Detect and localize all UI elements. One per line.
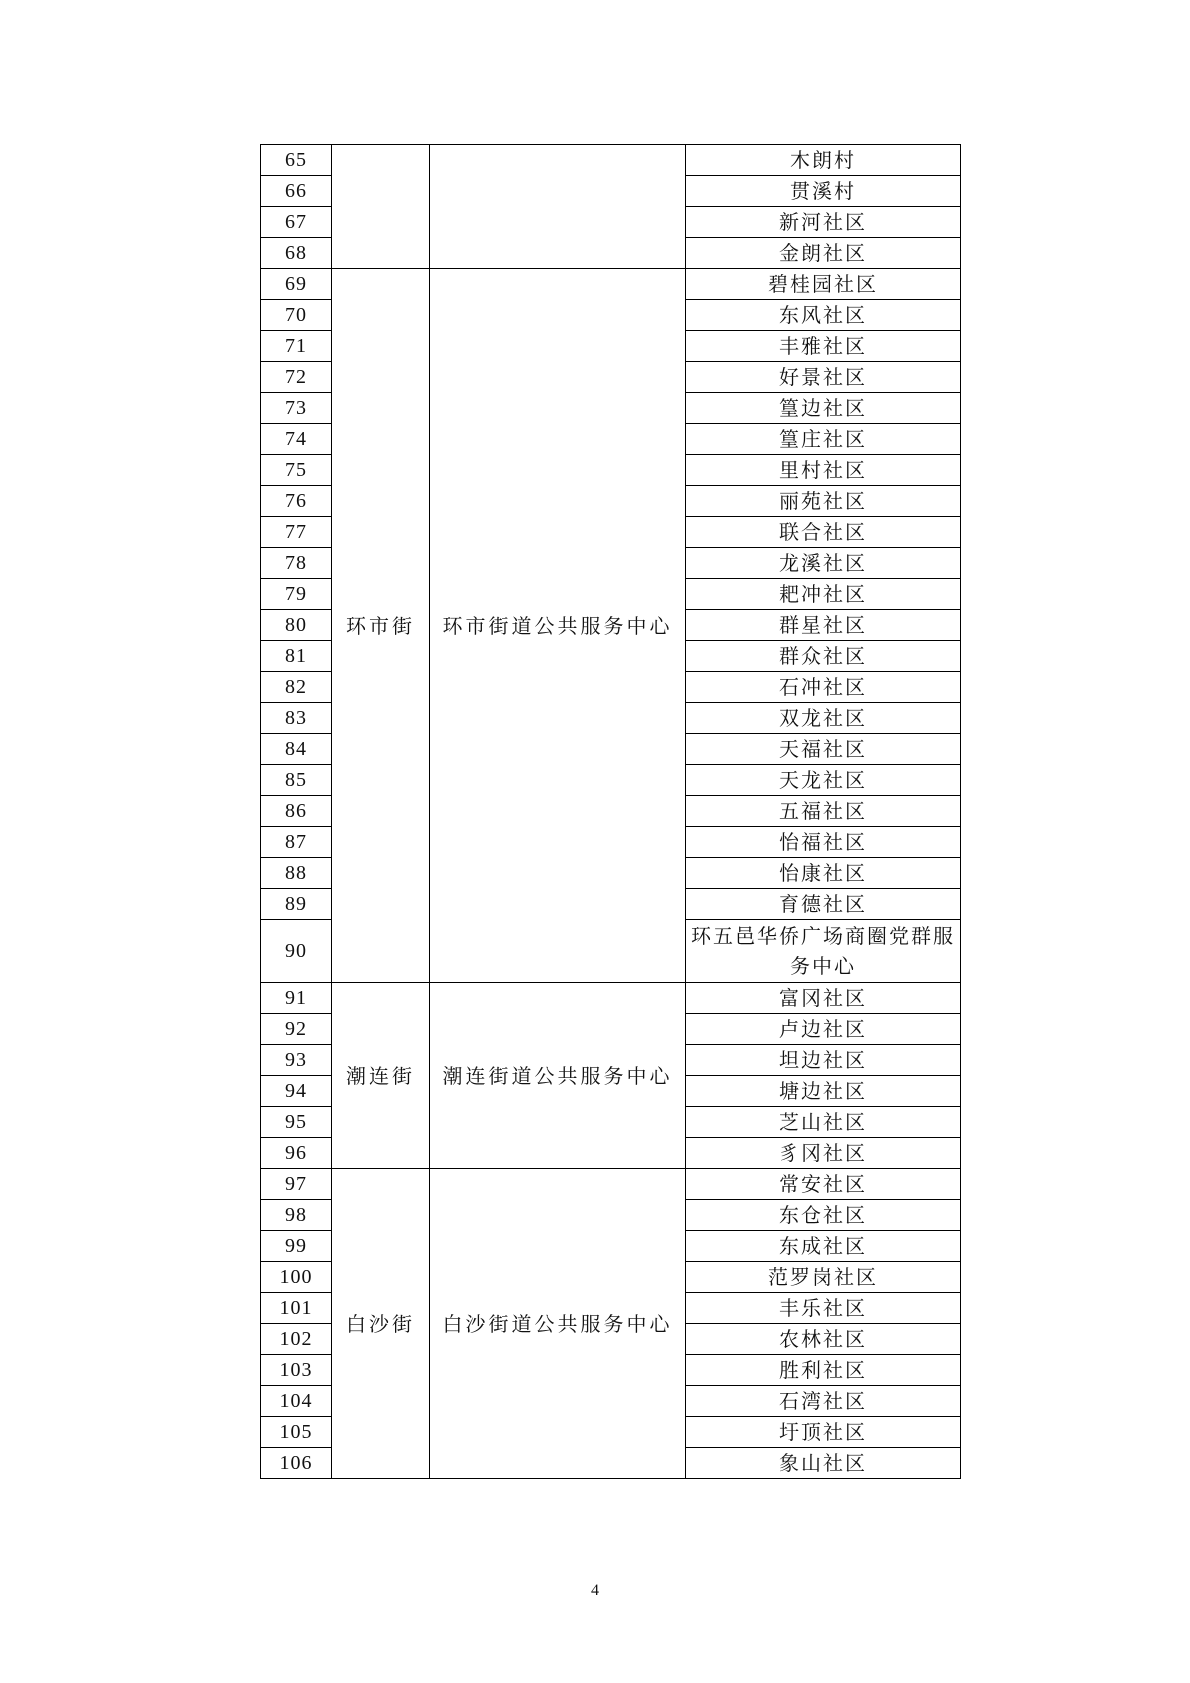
row-number: 104 [261,1386,332,1417]
street-name: 环市街 [332,269,430,983]
row-number: 87 [261,827,332,858]
community-name: 碧桂园社区 [686,269,961,300]
community-name: 坦边社区 [686,1045,961,1076]
community-name: 丰雅社区 [686,331,961,362]
community-name: 怡福社区 [686,827,961,858]
page-number: 4 [591,1582,599,1599]
community-name: 天福社区 [686,734,961,765]
row-number: 88 [261,858,332,889]
community-name: 豸冈社区 [686,1138,961,1169]
row-number: 73 [261,393,332,424]
community-name: 环五邑华侨广场商圈党群服务中心 [686,920,961,983]
community-name: 丽苑社区 [686,486,961,517]
row-number: 70 [261,300,332,331]
community-name: 芝山社区 [686,1107,961,1138]
row-number: 95 [261,1107,332,1138]
street-name [332,145,430,269]
service-center-name: 潮连街道公共服务中心 [430,983,686,1169]
community-name: 东成社区 [686,1231,961,1262]
community-name: 育德社区 [686,889,961,920]
community-name: 农林社区 [686,1324,961,1355]
service-center-name: 白沙街道公共服务中心 [430,1169,686,1479]
street-name: 潮连街 [332,983,430,1169]
community-name: 群星社区 [686,610,961,641]
community-name: 石冲社区 [686,672,961,703]
row-number: 90 [261,920,332,983]
row-number: 74 [261,424,332,455]
row-number: 100 [261,1262,332,1293]
community-name: 贯溪村 [686,176,961,207]
row-number: 103 [261,1355,332,1386]
community-name: 金朗社区 [686,238,961,269]
row-number: 82 [261,672,332,703]
community-name: 好景社区 [686,362,961,393]
table-row [261,1169,961,1200]
row-number: 68 [261,238,332,269]
row-number: 71 [261,331,332,362]
row-number: 66 [261,176,332,207]
community-name: 龙溪社区 [686,548,961,579]
community-name: 富冈社区 [686,983,961,1014]
row-number: 78 [261,548,332,579]
community-name: 东仓社区 [686,1200,961,1231]
row-number: 86 [261,796,332,827]
community-name: 耙冲社区 [686,579,961,610]
row-number: 93 [261,1045,332,1076]
row-number: 92 [261,1014,332,1045]
row-number: 80 [261,610,332,641]
community-name: 圩顶社区 [686,1417,961,1448]
row-number: 69 [261,269,332,300]
row-number: 99 [261,1231,332,1262]
row-number: 85 [261,765,332,796]
community-name: 塘边社区 [686,1076,961,1107]
row-number: 67 [261,207,332,238]
row-number: 79 [261,579,332,610]
community-name: 木朗村 [686,145,961,176]
row-number: 94 [261,1076,332,1107]
service-center-name: 环市街道公共服务中心 [430,269,686,983]
community-name: 篁边社区 [686,393,961,424]
table-row [261,983,961,1014]
community-name: 丰乐社区 [686,1293,961,1324]
community-name: 群众社区 [686,641,961,672]
community-name: 卢边社区 [686,1014,961,1045]
community-name: 常安社区 [686,1169,961,1200]
community-name: 双龙社区 [686,703,961,734]
row-number: 75 [261,455,332,486]
row-number: 65 [261,145,332,176]
community-name: 篁庄社区 [686,424,961,455]
community-name: 天龙社区 [686,765,961,796]
row-number: 72 [261,362,332,393]
row-number: 76 [261,486,332,517]
service-center-name [430,145,686,269]
row-number: 89 [261,889,332,920]
community-name: 五福社区 [686,796,961,827]
community-name: 怡康社区 [686,858,961,889]
row-number: 105 [261,1417,332,1448]
row-number: 91 [261,983,332,1014]
community-name: 新河社区 [686,207,961,238]
table-row [261,269,961,300]
row-number: 98 [261,1200,332,1231]
community-table-body [261,145,961,1479]
row-number: 84 [261,734,332,765]
row-number: 83 [261,703,332,734]
row-number: 101 [261,1293,332,1324]
row-number: 96 [261,1138,332,1169]
community-name: 联合社区 [686,517,961,548]
row-number: 81 [261,641,332,672]
community-name: 范罗岗社区 [686,1262,961,1293]
row-number: 102 [261,1324,332,1355]
table-row [261,145,961,176]
row-number: 77 [261,517,332,548]
community-table [260,144,961,1479]
row-number: 106 [261,1448,332,1479]
community-name: 胜利社区 [686,1355,961,1386]
community-name: 象山社区 [686,1448,961,1479]
community-name: 里村社区 [686,455,961,486]
community-name: 东风社区 [686,300,961,331]
community-name: 石湾社区 [686,1386,961,1417]
row-number: 97 [261,1169,332,1200]
street-name: 白沙街 [332,1169,430,1479]
